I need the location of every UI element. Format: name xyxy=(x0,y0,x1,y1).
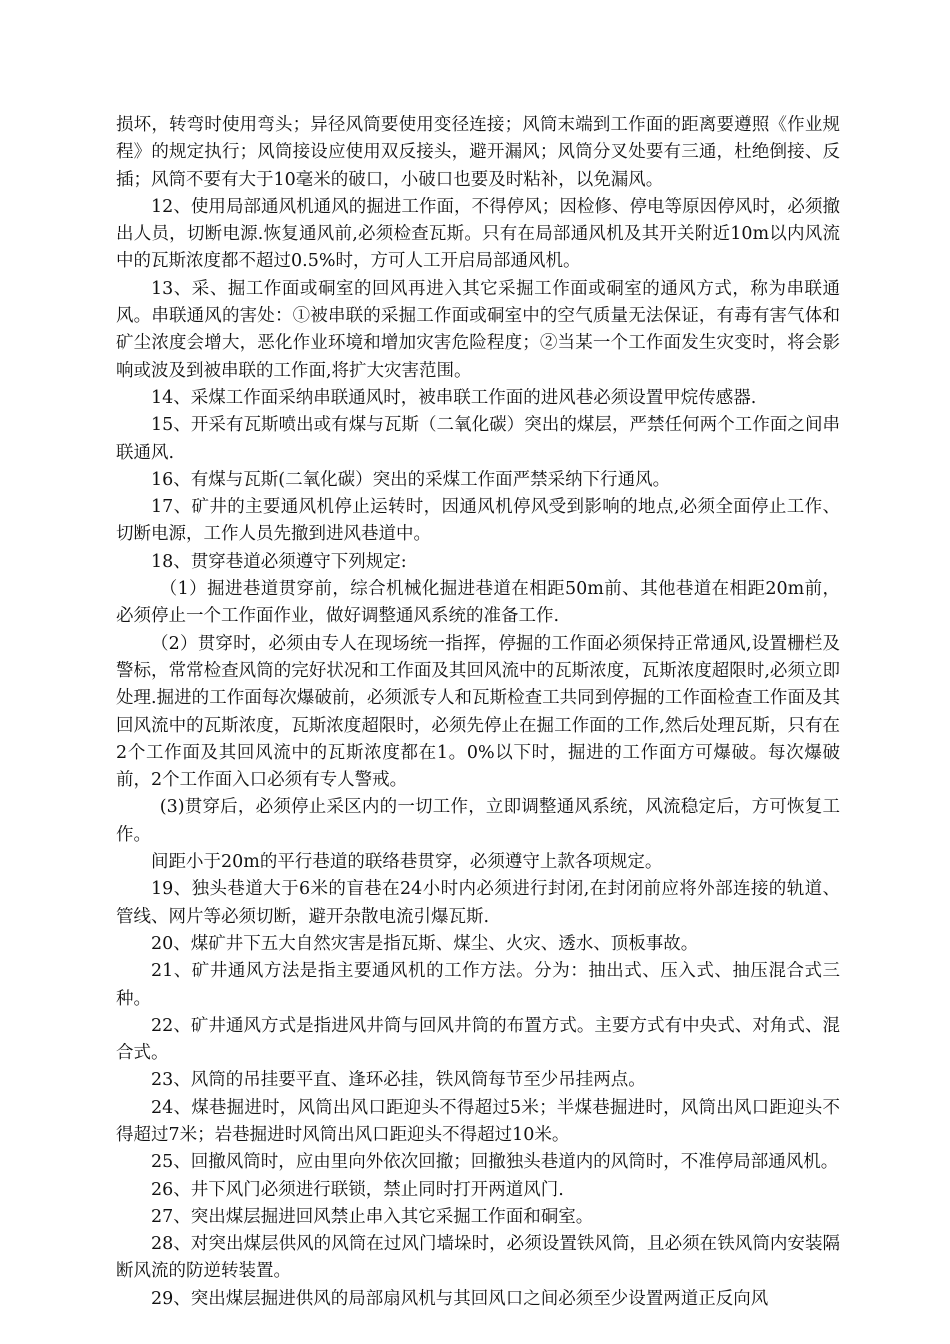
paragraph: 28、对突出煤层供风的风筒在过风门墙垛时，必须设置铁风筒，且必须在铁风筒内安装隔断风流的防逆转装置。 xyxy=(116,1234,840,1282)
paragraph: 20、煤矿井下五大自然灾害是指瓦斯、煤尘、火灾、透水、顶板事故。 xyxy=(151,933,699,954)
paragraph: 间距小于20m的平行巷道的联络巷贯穿，必须遵守上款各项规定。 xyxy=(151,852,663,873)
paragraph: 29、突出煤层掘进供风的局部扇风机与其回风口之间必须至少设置两道正反向风 xyxy=(151,1288,769,1309)
paragraph: (3)贯穿后，必须停止采区内的一切工作，立即调整通风系统，风流稳定后，方可恢复工作。 xyxy=(116,797,840,845)
paragraph: 24、煤巷掘进时，风筒出风口距迎头不得超过5米；半煤巷掘进时，风筒出风口距迎头不得超过7米；岩巷掘进时风筒出风口距迎头不得超过10米。 xyxy=(116,1097,840,1145)
paragraph: 12、使用局部通风机通风的掘进工作面，不得停风；因检修、停电等原因停风时，必须撤出人员，切断电源.恢复通风前,必须检查瓦斯。只有在局部通风机及其开关附近10m以内风流中的瓦斯浓度都不超过0.5%时，方可人工开启局部通风机。 xyxy=(116,196,840,272)
paragraph: 18、贯穿巷道必须遵守下列规定: xyxy=(151,551,407,572)
document-body xyxy=(116,112,840,1313)
paragraph: 26、井下风门必须进行联锁，禁止同时打开两道风门. xyxy=(151,1179,564,1200)
paragraph: 损坏，转弯时使用弯头；异径风筒要使用变径连接；风筒末端到工作面的距离要遵照《作业规程》的规定执行；风筒接设应使用双反接头，避开漏风；风筒分叉处要有三通，杜绝倒接、反插；风筒不要有大于10毫米的破口，小破口也要及时粘补，以免漏风。 xyxy=(116,115,840,190)
paragraph: 13、采、掘工作面或硐室的回风再进入其它采掘工作面或硐室的通风方式，称为串联通风。串联通风的害处：①被串联的采掘工作面或硐室中的空气质量无法保证，有毒有害气体和矿尘浓度会增大，恶化作业环境和增加灾害危险程度；②当某一个工作面发生灾变时，将会影响或波及到被串联的工作面,将扩大灾害范围。 xyxy=(116,278,840,381)
paragraph: 21、矿井通风方法是指主要通风机的工作方法。分为：抽出式、压入式、抽压混合式三种。 xyxy=(116,961,840,1009)
paragraph: 19、独头巷道大于6米的盲巷在24小时内必须进行封闭,在封闭前应将外部连接的轨道、管线、网片等必须切断，避开杂散电流引爆瓦斯. xyxy=(116,879,840,927)
paragraph: （2）贯穿时，必须由专人在现场统一指挥，停掘的工作面必须保持正常通风,设置栅栏及警标，常常检查风筒的完好状况和工作面及其回风流中的瓦斯浓度，瓦斯浓度超限时,必须立即处理.掘进的工作面每次爆破前，必须派专人和瓦斯检查工共同到停掘的工作面检查工作面及其回风流中的瓦斯浓度，瓦斯浓度超限时，必须先停止在掘工作面的工作,然后处理瓦斯，只有在2个工作面及其回风流中的瓦斯浓度都在1。0%以下时，掘进的工作面方可爆破。每次爆破前，2个工作面入口必须有专人警戒。 xyxy=(116,633,840,791)
paragraph: 17、矿井的主要通风机停止运转时，因通风机停风受到影响的地点,必须全面停止工作、切断电源，工作人员先撤到进风巷道中。 xyxy=(116,497,840,545)
paragraph: 14、采煤工作面采纳串联通风时，被串联工作面的进风巷必须设置甲烷传感器. xyxy=(151,387,757,408)
paragraph: 25、回撤风筒时，应由里向外依次回撤；回撤独头巷道内的风筒时，不准停局部通风机。 xyxy=(151,1152,839,1173)
paragraph: 16、有煤与瓦斯(二氧化碳）突出的采煤工作面严禁采纳下行通风。 xyxy=(151,469,671,490)
paragraph: 22、矿井通风方式是指进风井筒与回风井筒的布置方式。主要方式有中央式、对角式、混合式。 xyxy=(116,1015,840,1064)
paragraph: 15、开采有瓦斯喷出或有煤与瓦斯（二氧化碳）突出的煤层，严禁任何两个工作面之间串联通风. xyxy=(116,415,840,463)
paragraph: 27、突出煤层掘进回风禁止串入其它采掘工作面和硐室。 xyxy=(151,1206,594,1227)
paragraph: 23、风筒的吊挂要平直、逢环必挂，铁风筒每节至少吊挂两点。 xyxy=(151,1070,646,1091)
paragraph: （1）掘进巷道贯穿前，综合机械化掘进巷道在相距50m前、其他巷道在相距20m前，必须停止一个工作面作业，做好调整通风系统的准备工作. xyxy=(116,579,840,627)
